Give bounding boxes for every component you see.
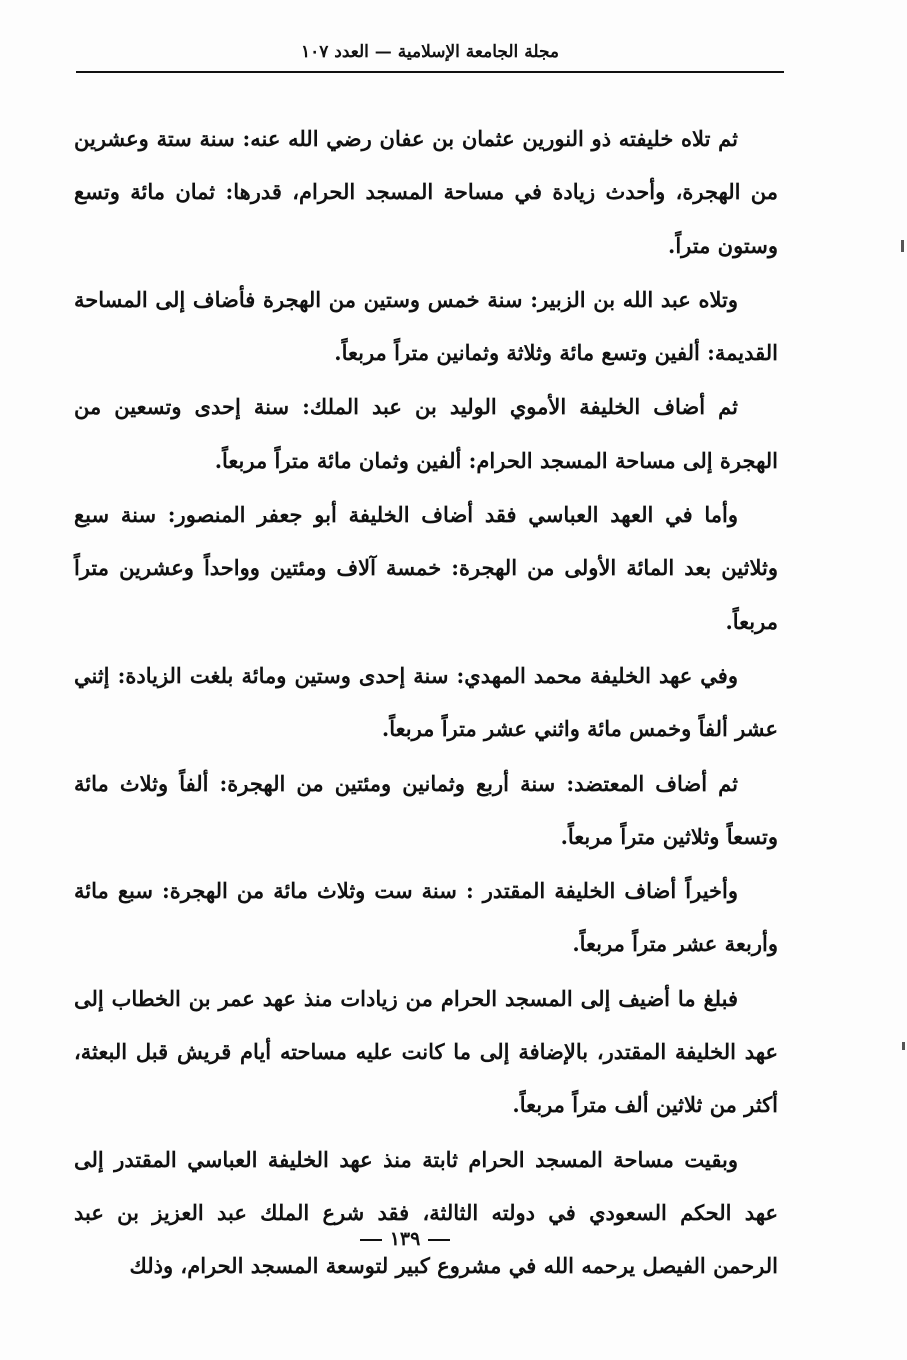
paragraph: ثم تلاه خليفته ذو النورين عثمان بن عفان رضي الله عنه: سنة ستة وعشرين من الهجرة، وأحدث زيادة في مساحة المسجد الحرام، قدرها: ثمان مائة وتسع وستون متراً.: [74, 126, 778, 258]
paragraph: وفي عهد الخليفة محمد المهدي: سنة إحدى وستين ومائة بلغت الزيادة: إثني عشر ألفاً وخمس مائة واثني عشر متراً مربعاً.: [74, 662, 778, 742]
page-number-dash-right: [428, 1239, 450, 1241]
page-number-value: ١٣٩: [389, 1228, 421, 1250]
paragraph: ثم أضاف الخليفة الأموي الوليد بن عبد الملك: سنة إحدى وتسعين من الهجرة إلى مساحة المسجد الحرام: ألفين وثمان مائة متراً مربعاً.: [74, 394, 778, 473]
page-number-dash-left: [360, 1239, 382, 1241]
scan-margin-mark: [902, 1042, 905, 1050]
page-number: [0, 1224, 810, 1254]
running-header: مجلة الجامعة الإسلامية — العدد ١٠٧: [300, 42, 560, 62]
paragraph: وتلاه عبد الله بن الزبير: سنة خمس وستين من الهجرة فأضاف إلى المساحة القديمة: ألفين وتسع مائة وثلاثة وثمانين متراً مربعاً.: [74, 286, 778, 366]
paragraph: وأما في العهد العباسي فقد أضاف الخليفة أبو جعفر المنصور: سنة سبع وثلاثين بعد المائة الأولى من الهجرة: خمسة آلاف ومئتين وواحداً وعشرين متراً مربعاً.: [74, 502, 778, 634]
paragraph: وبقيت مساحة المسجد الحرام ثابتة منذ عهد الخليفة العباسي المقتدر إلى عهد الحكم السعودي في دولته الثالثة، فقد شرع الملك عبد العزيز بن عبد الرحمن الفيصل يرحمه الله في مشروع كبير لتوسعة المسجد الحرام، وذلك: [74, 1146, 778, 1279]
header-rule: [76, 71, 784, 73]
scan-margin-mark: [901, 240, 904, 252]
paragraph: فبلغ ما أضيف إلى المسجد الحرام من زيادات منذ عهد عمر بن الخطاب إلى عهد الخليفة المقتدر، بالإضافة إلى ما كانت عليه مساحته أيام قريش قبل البعثة، أكثر من ثلاثين ألف متراً مربعاً.: [74, 985, 778, 1118]
paragraph: وأخيراً أضاف الخليفة المقتدر : سنة ست وثلاث مائة من الهجرة: سبع مائة وأربعة عشر متراً مربعاً.: [74, 878, 778, 957]
paragraph: ثم أضاف المعتضد: سنة أربع وثمانين ومئتين من الهجرة: ألفاً وثلاث مائة وتسعاً وثلاثين متراً مربعاً.: [74, 770, 778, 849]
article-body: [74, 112, 778, 1294]
